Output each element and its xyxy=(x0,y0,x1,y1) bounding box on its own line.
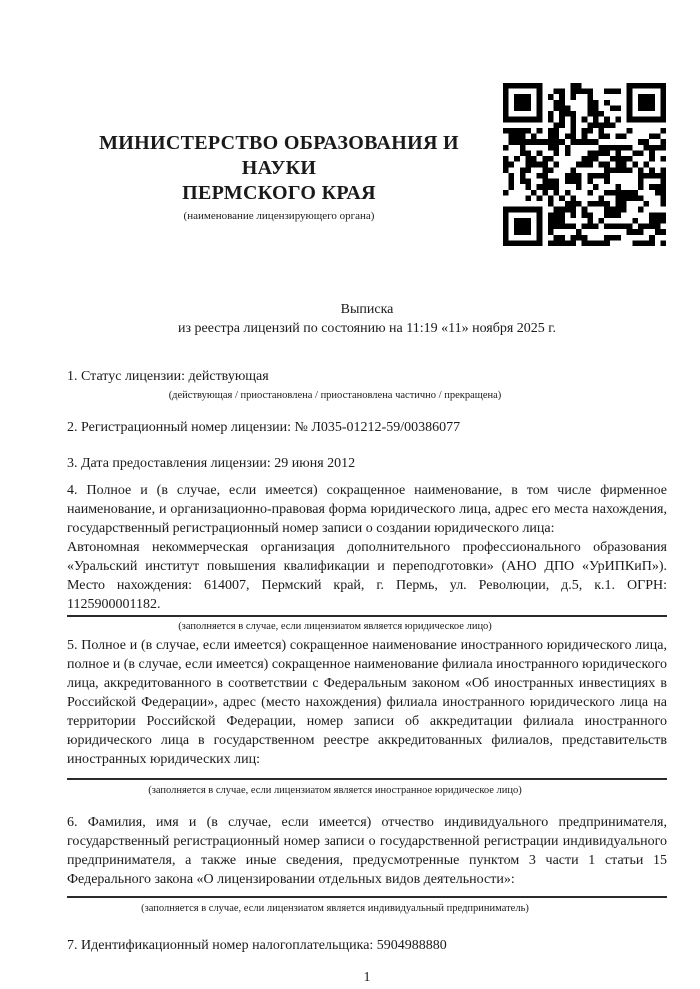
page-number: 1 xyxy=(363,970,371,985)
legal-entity-heading: 4. Полное и (в случае, если имеется) сокращенное наименование, в том числе фирменное наименование, и организационно-правовая форма юридического лица, адрес его места нахождения, государственный регистрационный номер записи о создании юридического лица: xyxy=(67,483,667,536)
license-status-note: (действующая / приостановлена / приостановлена частично / прекращена) xyxy=(168,390,502,401)
registration-number-line: 2. Регистрационный номер лицензии: № Л035-01212-59/00386077 xyxy=(67,420,461,435)
legal-entity-value: Автономная некоммерческая организация дополнительного профессионального образования «Уральский институт повышения квалификации и переподготовки» (АНО ДПО «УрИПКиП»). Место нахождения: 614007, Пермский край, г. Пермь, ул. Революции, д.5, к.1. ОГРН: 1125900001182. xyxy=(67,540,667,612)
document-title xyxy=(67,300,667,338)
foreign-entity-underline xyxy=(67,778,667,780)
legal-entity-underline xyxy=(67,615,667,617)
foreign-entity-note: (заполняется в случае, если лицензиатом является иностранное юридическое лицо) xyxy=(148,785,522,796)
document-title-line1: Выписка xyxy=(340,302,394,317)
ministry-name-line1: МИНИСТЕРСТВО ОБРАЗОВАНИЯ И НАУКИ xyxy=(99,132,459,179)
legal-entity-note: (заполняется в случае, если лицензиатом является юридическое лицо) xyxy=(178,621,492,632)
document-body xyxy=(67,0,667,987)
entrepreneur-underline xyxy=(67,896,667,898)
document-title-line2: из реестра лицензий по состоянию на 11:19 «11» ноября 2025 г. xyxy=(178,321,556,336)
ministry-name-line2: ПЕРМСКОГО КРАЯ xyxy=(182,182,376,204)
foreign-entity-heading: 5. Полное и (в случае, если имеется) сокращенное наименование иностранного юридического лица, полное и (в случае, если имеется) сокращенное наименование филиала иностранного юридического лица, аккредитованного в соответствии с Федеральным законом «Об иностранных инвестициях в Российской Федерации», адрес (место нахождения) филиала иностранного юридического лица на территории Российской Федерации, номер записи об аккредитации филиала иностранного юридического лица в государственном реестре аккредитованных филиалов, представительств иностранных юридических лиц: xyxy=(67,638,667,767)
entrepreneur-note: (заполняется в случае, если лицензиатом является индивидуальный предприниматель) xyxy=(141,903,529,914)
license-status-line: 1. Статус лицензии: действующая xyxy=(67,369,269,384)
grant-date-line: 3. Дата предоставления лицензии: 29 июня 2012 xyxy=(67,456,356,471)
taxpayer-id-line: 7. Идентификационный номер налогоплательщика: 5904988880 xyxy=(67,938,447,953)
licensing-authority-caption: (наименование лицензирующего органа) xyxy=(183,210,375,222)
entrepreneur-heading: 6. Фамилия, имя и (в случае, если имеется) отчество индивидуального предпринимателя, государственный регистрационный номер записи о государственной регистрации индивидуального предпринимателя, а также иные сведения, предусмотренные пунктом 3 части 1 статьи 15 Федерального закона «О лицензировании отдельных видов деятельности»: xyxy=(67,815,667,887)
